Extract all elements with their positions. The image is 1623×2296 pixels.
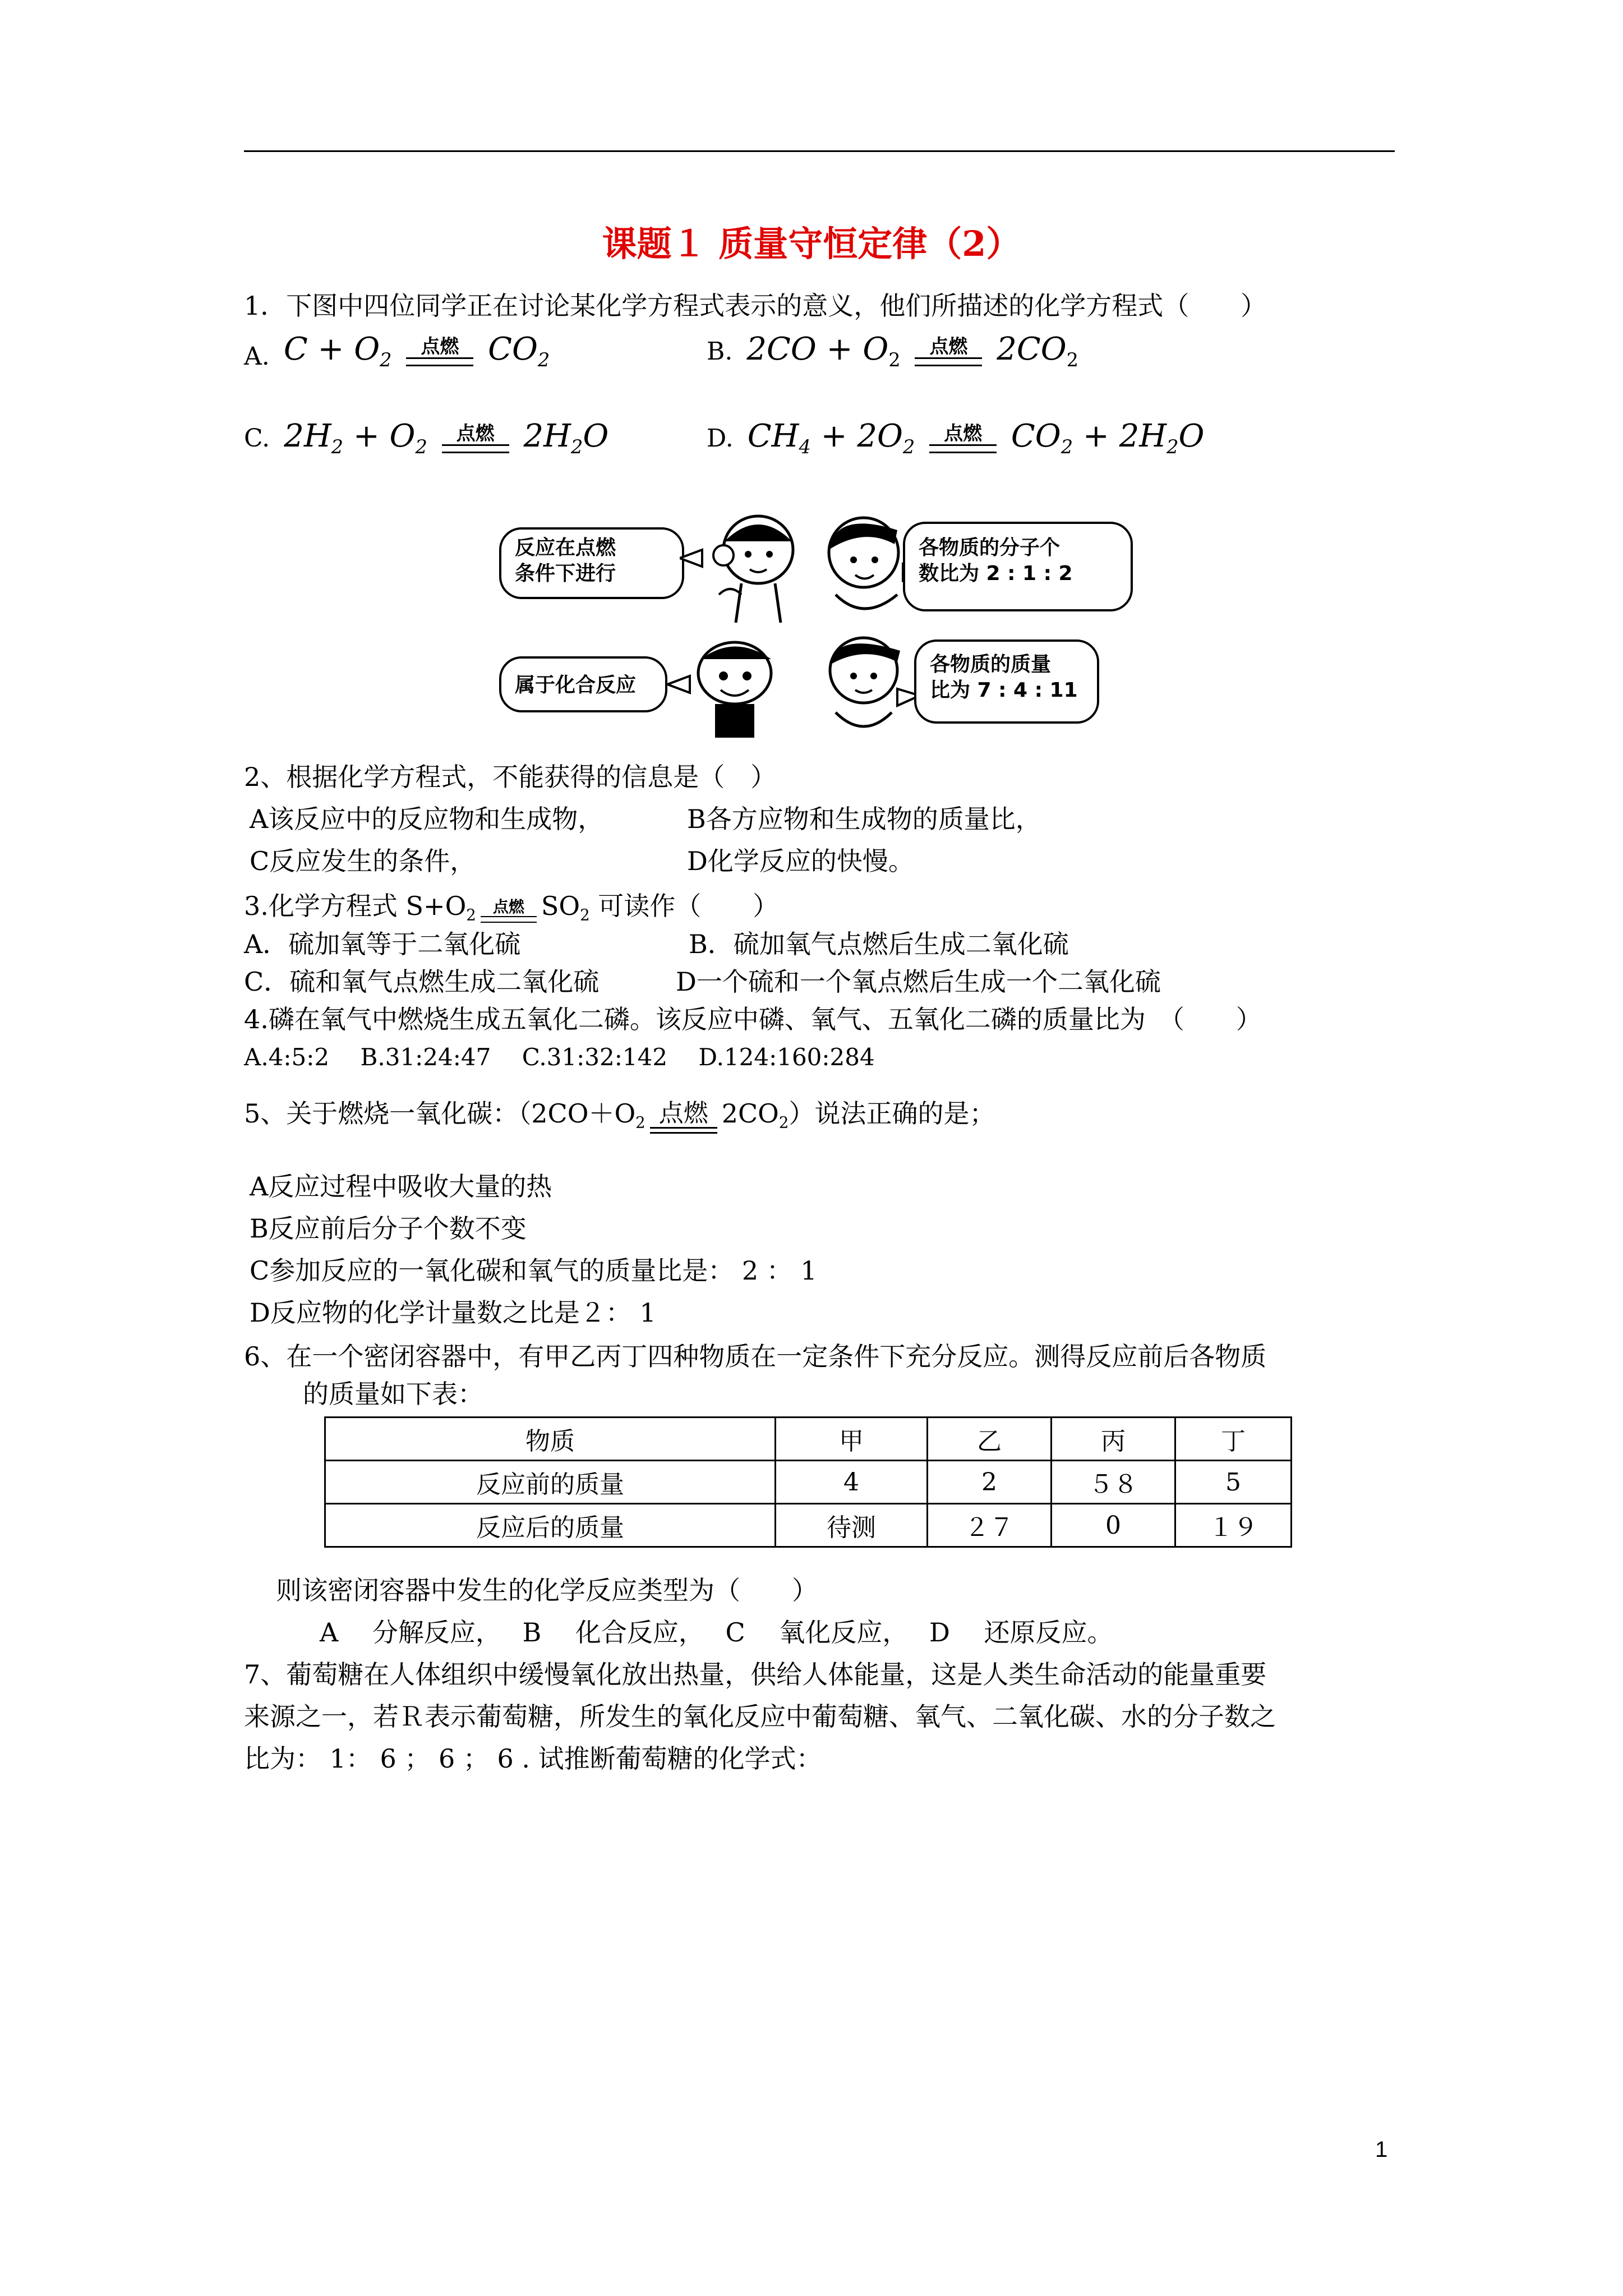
bubble-text: 条件下进行 [515, 562, 616, 585]
q5-option-b: B反应前后分子个数不变 [250, 1213, 527, 1244]
table-header-row [325, 1418, 1292, 1461]
eq-sub: 2 [466, 905, 476, 924]
q2-option-a: A该反应中的反应物和生成物， [250, 804, 604, 834]
condition-text: 点燃 [421, 335, 459, 358]
q3-stem [244, 889, 778, 932]
speech-bubble-condition [499, 527, 684, 599]
option-label: A. [244, 342, 270, 371]
q3-option-b: B．硫加氧气点燃后生成二氧化硫 [689, 929, 1069, 959]
page-title: 课题１ 质量守恒定律（2） [602, 223, 1021, 264]
q2-stem: 2、根据化学方程式，不能获得的信息是（ ） [244, 762, 777, 792]
q1-option-c [244, 418, 608, 458]
eq-sub: 2 [580, 905, 590, 924]
q5-option-a: A反应过程中吸收大量的热 [250, 1171, 552, 1202]
q6-options: A 分解反应， B 化合反应， C 氧化反应， D 还原反应。 [320, 1617, 1113, 1648]
q1-option-d [707, 418, 1204, 458]
equation [284, 418, 609, 458]
table-header-cell: 乙 [928, 1418, 1052, 1461]
q2-option-b: B各方应物和生成物的质量比， [687, 804, 1041, 834]
q3-option-a: A．硫加氧等于二氧化硫 [244, 929, 521, 959]
reaction-condition [402, 337, 478, 366]
eq-part: + O [343, 418, 416, 454]
bubble-text: 反应在点燃 [515, 536, 616, 559]
eq-part: O [583, 418, 609, 454]
reaction-condition [476, 899, 541, 923]
student-boy-3-icon [808, 628, 920, 740]
q6-question: 则该密闭容器中发生的化学反应类型为（ ） [276, 1575, 818, 1605]
table-header-cell: 丙 [1052, 1418, 1175, 1461]
q5-stem-text: 5、关于燃烧一氧化碳：（2CO＋O [244, 1098, 636, 1129]
table-header-cell: 丁 [1175, 1418, 1292, 1461]
bubble-text: 各物质的分子个 [919, 536, 1061, 559]
eq-part: CO [1011, 418, 1061, 454]
equals-bars [481, 916, 537, 923]
condition-text: 点燃 [929, 335, 968, 358]
q1-option-b [707, 331, 1078, 371]
eq-sub: 2 [1166, 435, 1179, 458]
q5-stem-text: ）说法正确的是； [789, 1098, 995, 1129]
q2-option-d: D化学反应的快慢。 [687, 846, 914, 876]
eq-part: CH [747, 418, 799, 454]
eq-sub: 2 [331, 435, 344, 458]
equation [746, 331, 1079, 371]
eq-sub: 2 [635, 1113, 645, 1132]
cartoon-discussion [499, 510, 1138, 740]
table-cell: １９ [1175, 1504, 1292, 1547]
reaction-condition [925, 424, 1001, 453]
eq-part: + 2H [1073, 418, 1167, 454]
option-label: C. [244, 424, 270, 453]
q3-stem-text: 可读作（ ） [589, 891, 779, 921]
mass-table [324, 1416, 1292, 1548]
speech-bubble-molecule-ratio [903, 522, 1133, 611]
table-cell: 反应前的质量 [325, 1461, 776, 1504]
table-header-cell: 甲 [776, 1418, 928, 1461]
bubble-text: 数比为 2 : 1 : 2 [919, 562, 1073, 585]
table-cell: 2 [928, 1461, 1052, 1504]
eq-part: 2H [523, 418, 571, 454]
q1-option-a [244, 331, 550, 371]
eq-part: + 2O [810, 418, 903, 454]
speech-bubble-mass-ratio [914, 639, 1099, 724]
q4-options: A.4:5:2 B.31:24:47 C.31:32:142 D.124:160:284 [244, 1043, 875, 1071]
table-row [325, 1461, 1292, 1504]
eq-part: O [1178, 418, 1205, 454]
condition-text: 点燃 [492, 898, 524, 917]
speech-bubble-combination [499, 656, 667, 712]
header-rule [244, 150, 1395, 152]
equals-bars [406, 357, 473, 366]
option-label: D. [707, 424, 734, 453]
eq-lhs: C + O [283, 331, 380, 367]
q6-stem-line1: 6、在一个密闭容器中，有甲乙丙丁四种物质在一定条件下充分反应。测得反应前后各物质 [244, 1341, 1267, 1372]
page-number: 1 [1375, 2137, 1388, 2162]
equals-bars [650, 1127, 717, 1134]
condition-text: 点燃 [658, 1098, 708, 1128]
equation [747, 418, 1205, 458]
eq-sub: 2 [778, 1113, 789, 1132]
eq-sub: 2 [415, 435, 427, 458]
table-cell: 4 [776, 1461, 928, 1504]
q7-line2: 来源之一，若Ｒ表示葡萄糖，所发生的氧化反应中葡萄糖、氧气、二氧化碳、水的分子数之 [244, 1701, 1276, 1732]
eq-sub: 2 [1066, 348, 1079, 371]
student-boy-2-icon [667, 634, 796, 740]
q7-line1: 7、葡萄糖在人体组织中缓慢氧化放出热量，供给人体能量，这是人类生命活动的能量重要 [244, 1659, 1267, 1690]
eq-sub: 2 [380, 348, 392, 371]
q5-stem-text: 2CO [721, 1098, 779, 1129]
eq-lhs: 2CO + O [746, 331, 889, 367]
option-label: B. [707, 337, 733, 366]
bubble-text: 比为 7 : 4 : 11 [930, 679, 1078, 702]
eq-sub: 4 [799, 435, 811, 458]
eq-part: 2H [284, 418, 331, 454]
eq-sub: 2 [537, 348, 550, 371]
q5-option-c: C参加反应的一氧化碳和氧气的质量比是： 2 ： 1 [250, 1255, 817, 1286]
equation [283, 331, 550, 371]
q7-line3: 比为： 1： 6 ； 6 ； 6 . 试推断葡萄糖的化学式： [244, 1743, 822, 1774]
table-cell: 0 [1052, 1504, 1175, 1547]
q3-option-d: D一个硫和一个氧点燃后生成一个二氧化硫 [676, 967, 1161, 997]
eq-sub: 2 [902, 435, 915, 458]
q2-option-c: C反应发生的条件， [250, 846, 476, 876]
table-cell: 5 [1175, 1461, 1292, 1504]
eq-rhs: CO [488, 331, 538, 367]
equals-bars [915, 357, 982, 366]
table-cell: ２７ [928, 1504, 1052, 1547]
bubble-text: 各物质的质量 [930, 653, 1052, 676]
eq-sub: 2 [570, 435, 583, 458]
table-row [325, 1504, 1292, 1547]
q5-option-d: D反应物的化学计量数之比是２： 1 [250, 1297, 656, 1328]
equals-bars [442, 444, 509, 453]
eq-rhs: 2CO [997, 331, 1067, 367]
table-header-cell: 物质 [325, 1418, 776, 1461]
eq-sub: 2 [888, 348, 901, 371]
table-cell: 反应后的质量 [325, 1504, 776, 1547]
q3-option-c: C．硫和氧气点燃生成二氧化硫 [244, 967, 600, 997]
reaction-condition [437, 424, 514, 453]
bubble-text: 属于化合反应 [515, 674, 637, 697]
reaction-condition [910, 337, 986, 366]
equals-bars [929, 444, 997, 453]
condition-text: 点燃 [456, 422, 495, 445]
q3-stem-text: SO [541, 891, 580, 921]
table-cell: 待测 [776, 1504, 928, 1547]
q5-stem [244, 1097, 995, 1140]
condition-text: 点燃 [944, 422, 983, 445]
q3-stem-text: 3.化学方程式 S+O [244, 891, 467, 921]
q6-stem-line2: 的质量如下表： [303, 1379, 483, 1409]
eq-sub: 2 [1061, 435, 1073, 458]
table-cell: ５８ [1052, 1461, 1175, 1504]
q1-stem: 1．下图中四位同学正在讨论某化学方程式表示的意义，他们所描述的化学方程式（ ） [244, 291, 1267, 321]
reaction-condition [645, 1098, 722, 1134]
q4-stem: 4.磷在氧气中燃烧生成五氧化二磷。该反应中磷、氧气、五氧化二磷的质量比为 （ ） [244, 1004, 1262, 1034]
student-girl-icon [680, 510, 820, 623]
